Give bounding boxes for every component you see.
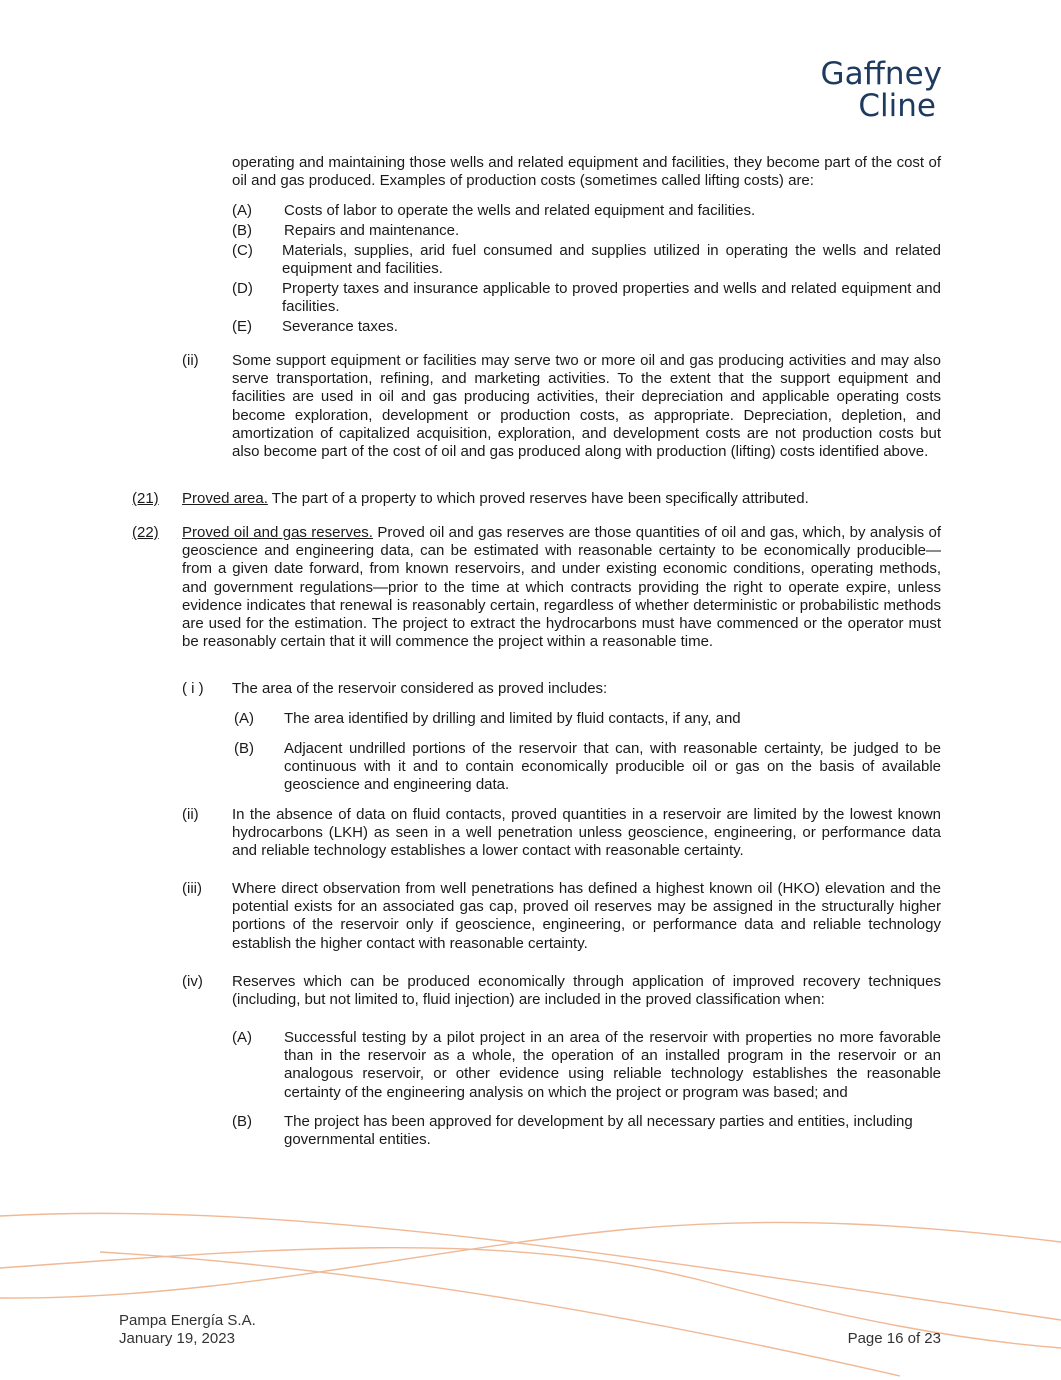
wave-line-1	[0, 1213, 1061, 1320]
footer-date: January 19, 2023	[119, 1330, 235, 1347]
definition-22-term: Proved oil and gas reserves.	[182, 524, 373, 541]
i-text: The area of the reservoir considered as proved includes:	[232, 680, 608, 697]
iii-paragraph: Where direct observation from well penetrations has defined a highest known oil (HKO) elevation and the potential exists for an associated gas cap, proved oil reserves may be assigned in the structurally higher portions of the reservoir only if geoscience, engineering, or performance data and reliable technology establish the higher contact with reasonable certainty.	[232, 880, 941, 952]
cost-a-text: Costs of labor to operate the wells and related equipment and facilities.	[284, 202, 756, 219]
i-b-text: Adjacent undrilled portions of the reservoir that can, with reasonable certainty, be judged to be continuous with it and to contain economically producible oil or gas on the basis of available geoscience and engineering data.	[284, 740, 941, 794]
cost-e-text: Severance taxes.	[282, 318, 398, 335]
ii-paragraph: Some support equipment or facilities may serve two or more oil and gas producing activities and may also serve transportation, refining, and marketing activities. To the extent that the support equipment and facilities are used in oil and gas producing activities, their depreciation and applicable operating costs become exploration, development or production costs, as appropriate. Depreciation, depletion, and amortization of capitalized acquisition, exploration, and development costs are not production costs but also become part of the cost of oil and gas produced along with production (lifting) costs identified above.	[232, 352, 941, 461]
cost-b-label: (B)	[232, 222, 252, 239]
i-a-label: (A)	[234, 710, 254, 727]
logo-line-1: Gaffney	[820, 56, 942, 92]
iv-a-text: Successful testing by a pilot project in an area of the reservoir with properties no more favorable than in the reservoir as a whole, the operation of an installed program in the reservoir or an analogous reservoir, or other evidence using reliable technology establishes the reasonable certainty of the engineering analysis on which the project or program was based; and	[284, 1029, 941, 1101]
gaffney-cline-logo	[821, 58, 942, 122]
definition-21-term: Proved area.	[182, 490, 268, 507]
definition-22-number: (22)	[132, 524, 159, 541]
iv-b-text: The project has been approved for development by all necessary parties and entities, including governmental entities.	[284, 1113, 913, 1149]
logo-line-2: Cline	[858, 88, 936, 124]
footer	[119, 1312, 256, 1348]
iv-label: (iv)	[182, 973, 203, 990]
i-a-text: The area identified by drilling and limited by fluid contacts, if any, and	[284, 710, 741, 727]
cost-b-text: Repairs and maintenance.	[284, 222, 460, 239]
cost-a-label: (A)	[232, 202, 252, 219]
ii2-label: (ii)	[182, 806, 199, 823]
ii-label: (ii)	[182, 352, 199, 369]
iii-label: (iii)	[182, 880, 202, 897]
cost-e-label: (E)	[232, 318, 252, 335]
cost-c-label: (C)	[232, 242, 253, 259]
i-b-label: (B)	[234, 740, 254, 757]
cost-d-text: Property taxes and insurance applicable to proved properties and wells and related equipment and facilities.	[282, 280, 941, 316]
iv-b-label: (B)	[232, 1113, 252, 1130]
wave-line-3	[0, 1222, 1061, 1298]
decorative-waves	[0, 1190, 1061, 1380]
definition-21-text: The part of a property to which proved reserves have been specifically attributed.	[271, 490, 809, 507]
iv-a-label: (A)	[232, 1029, 252, 1046]
page-number: Page 16 of 23	[847, 1330, 941, 1347]
definition-22	[182, 524, 941, 651]
definition-21-number: (21)	[132, 490, 159, 507]
iv-paragraph: Reserves which can be produced economically through application of improved recovery techniques (including, but not limited to, fluid injection) are included in the proved classification when:	[232, 973, 941, 1009]
cost-c-text: Materials, supplies, arid fuel consumed and supplies utilized in operating the wells and related equipment and facilities.	[282, 242, 941, 278]
definition-21	[182, 490, 941, 508]
i-label: ( i )	[182, 680, 204, 697]
definition-22-text: Proved oil and gas reserves are those quantities of oil and gas, which, by analysis of geoscience and engineering data, can be estimated with reasonable certainty to be economically producible—from a given date forward, from known reservoirs, and under existing economic conditions, operating methods, and government regulations—prior to the time at which contracts providing the right to operate expire, unless evidence indicates that renewal is reasonably certain, regardless of whether deterministic or probabilistic methods are used for the estimation. The project to extract the hydrocarbons must have commenced or the operator must be reasonably certain that it will commence the project within a reasonable time.	[182, 524, 941, 651]
ii2-paragraph: In the absence of data on fluid contacts, proved quantities in a reservoir are limited by the lowest known hydrocarbons (LKH) as seen in a well penetration unless geoscience, engineering, or performance data and reliable technology establishes a lower contact with reasonable certainty.	[232, 806, 941, 860]
footer-company: Pampa Energía S.A.	[119, 1312, 256, 1329]
intro-paragraph: operating and maintaining those wells and related equipment and facilities, they become part of the cost of oil and gas produced. Examples of production costs (sometimes called lifting costs) are:	[232, 154, 941, 190]
cost-d-label: (D)	[232, 280, 253, 297]
